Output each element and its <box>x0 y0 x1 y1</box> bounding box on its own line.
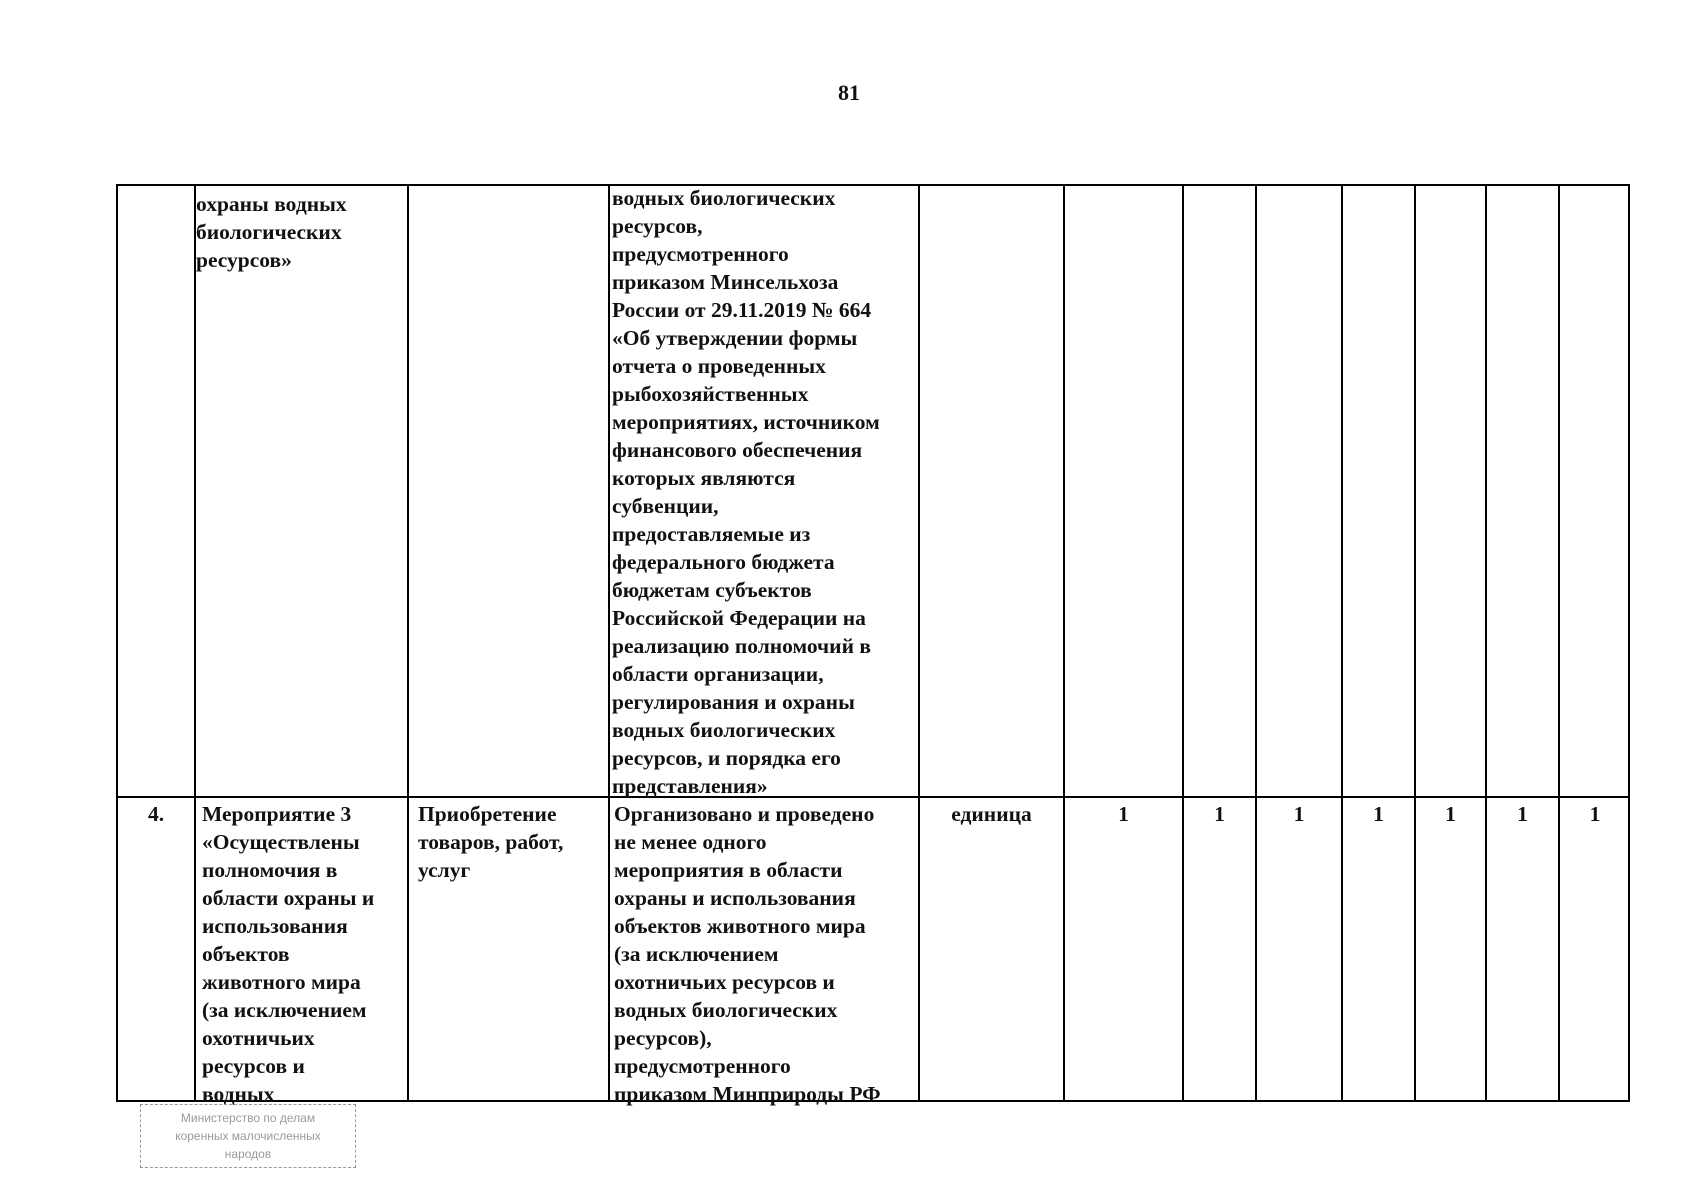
column-divider <box>1255 186 1257 1100</box>
column-divider <box>918 186 920 1100</box>
column-divider <box>407 186 409 1100</box>
event-name: Мероприятие 3 «Осуществлены полномочия в области охраны и использования объектов животного мира (за исключением охотничьих ресурсов и водных <box>202 802 375 1106</box>
page-number: 81 <box>838 80 860 105</box>
cont-result-description: водных биологических ресурсов, предусмотренного приказом Минсельхоза России от 29.11.2019 № 664 «Об утверждении формы отчета о проведенных рыбохозяйственных мероприятиях, источником финансового обеспечения которых являются субвенции, предоставляемые из федерального бюджета бюджетам субъектов Российской Федерации на реализацию полномочий в области организации, регулирования и охраны водных биологических ресурсов, и порядка его представления» <box>612 186 880 798</box>
column-divider <box>1182 186 1184 1100</box>
column-divider <box>1485 186 1487 1100</box>
indicators-table <box>116 184 1630 1106</box>
registration-stamp <box>140 1104 356 1168</box>
column-divider <box>194 186 196 1100</box>
unit-of-measure: единица <box>951 802 1032 826</box>
stamp-text: Министерство по делам коренных малочисленных народов <box>175 1111 321 1161</box>
result-description: Организовано и проведено не менее одного мероприятия в области охраны и использования объектов животного мира (за исключением охотничьих ресурсов и водных биологических ресурсов), предусмотренного приказом Минприроды РФ <box>614 802 881 1106</box>
column-divider <box>1063 186 1065 1100</box>
column-divider <box>1558 186 1560 1100</box>
column-divider <box>1341 186 1343 1100</box>
column-divider <box>1414 186 1416 1100</box>
row-number: 4. <box>147 802 165 826</box>
value-cell: 1 <box>1373 802 1384 826</box>
value-cell: 1 <box>1293 802 1305 826</box>
value-cell: 1 <box>1445 802 1456 826</box>
cont-event-name: охраны водных биологических ресурсов» <box>196 192 347 272</box>
value-cell: 1 <box>1214 802 1225 826</box>
value-cell: 1 <box>1118 802 1129 826</box>
value-cell: 1 <box>1517 802 1528 826</box>
column-divider <box>608 186 610 1100</box>
value-cell: 1 <box>1589 802 1601 826</box>
event-type: Приобретение товаров, работ, услуг <box>418 802 564 882</box>
